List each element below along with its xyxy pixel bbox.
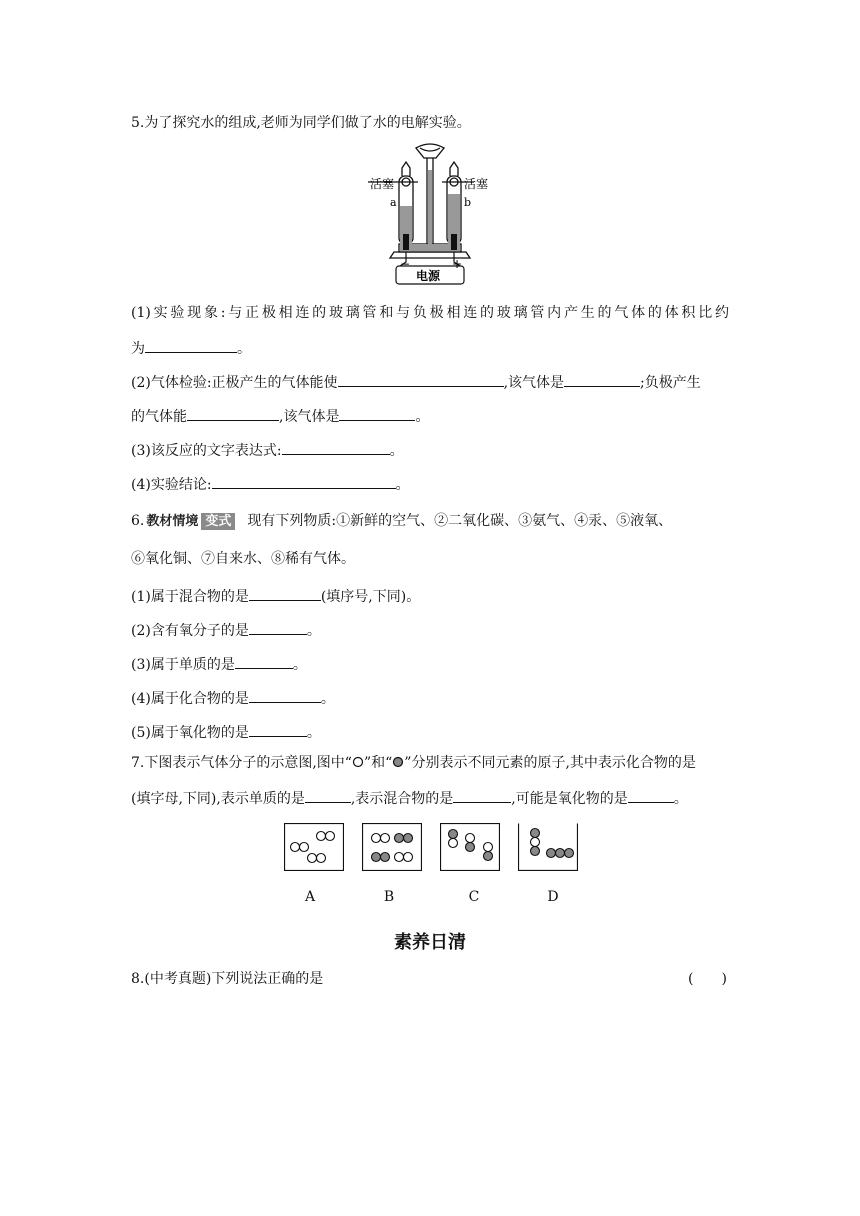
q5-part3: (3)该反应的文字表达式: 。 <box>131 438 404 460</box>
answer-blank[interactable] <box>235 652 293 669</box>
answer-blank[interactable] <box>453 786 511 803</box>
q7-line1: 7.下图表示气体分子的示意图,图中“ ”和“ ”分别表示不同元素的原子,其中表示化合物的是 <box>131 755 696 771</box>
variant-tag: 变式 <box>201 513 235 530</box>
option-b-label: B <box>383 889 395 905</box>
q5-part1-line2: 为 。 <box>131 336 251 358</box>
plus-sign: + <box>452 257 463 271</box>
answer-blank[interactable] <box>145 336 237 353</box>
tube-b-label: b <box>464 196 472 209</box>
q8-answer-paren[interactable]: ( ) <box>688 971 727 987</box>
option-d-box <box>518 823 578 871</box>
q6-stem-line1: 6. 教材情境 变式 现有下列物质:①新鲜的空气、②二氧化碳、③氨气、④汞、⑤液氧、 <box>131 513 673 529</box>
q5-part2-line1: (2)气体检验:正极产生的气体能使 ,该气体是 ;负极产生 <box>131 370 701 392</box>
answer-blank[interactable] <box>249 618 307 635</box>
textbook-context-tag: 教材情境 <box>146 513 199 529</box>
option-a-label: A <box>304 889 316 905</box>
q6-sub1: (1)属于混合物的是 (填序号,下同)。 <box>131 584 420 606</box>
answer-blank[interactable] <box>249 584 321 601</box>
q5-stem: 5.为了探究水的组成,老师为同学们做了水的电解实验。 <box>131 115 471 131</box>
q6-stem-line2: ⑥氧化铜、⑦自来水、⑧稀有气体。 <box>131 551 355 567</box>
option-d-label: D <box>547 889 559 905</box>
option-c-box <box>440 823 500 871</box>
white-atom-icon <box>352 756 364 768</box>
answer-blank[interactable] <box>282 438 390 455</box>
electrolysis-apparatus-diagram <box>360 140 500 290</box>
minus-sign: − <box>400 257 411 271</box>
section-title: 素养日清 <box>394 932 466 953</box>
q5-part1-line1: (1)实验现象:与正极相连的玻璃管和与负极相连的玻璃管内产生的气体的体积比约 <box>131 305 729 321</box>
q7-line2: (填字母,下同),表示单质的是 ,表示混合物的是 ,可能是氧化物的是 。 <box>131 786 688 808</box>
answer-blank[interactable] <box>628 786 674 803</box>
hatched-atom-icon <box>392 756 404 768</box>
answer-blank[interactable] <box>187 404 279 421</box>
option-a-box <box>284 823 344 871</box>
power-source-label: 电源 <box>416 269 441 283</box>
answer-blank[interactable] <box>305 786 351 803</box>
answer-blank[interactable] <box>338 370 504 387</box>
tube-a-label: a <box>390 196 397 209</box>
answer-blank[interactable] <box>564 370 640 387</box>
q6-sub2: (2)含有氧分子的是 。 <box>131 618 321 640</box>
q6-sub4: (4)属于化合物的是 。 <box>131 686 335 708</box>
q5-part2-line2: 的气体能 ,该气体是 。 <box>131 404 429 426</box>
q6-sub5: (5)属于氧化物的是 。 <box>131 720 321 742</box>
right-valve-label: 活塞 <box>464 177 489 191</box>
answer-blank[interactable] <box>249 686 321 703</box>
q5-part4: (4)实验结论: 。 <box>131 472 410 494</box>
left-valve-label: 活塞 <box>370 177 395 191</box>
q8-stem: 8.(中考真题)下列说法正确的是 <box>131 971 324 987</box>
q6-sub3: (3)属于单质的是 。 <box>131 652 307 674</box>
answer-blank[interactable] <box>339 404 415 421</box>
answer-blank[interactable] <box>212 472 396 489</box>
answer-blank[interactable] <box>249 720 307 737</box>
option-c-label: C <box>468 889 480 905</box>
option-b-box <box>362 823 422 871</box>
